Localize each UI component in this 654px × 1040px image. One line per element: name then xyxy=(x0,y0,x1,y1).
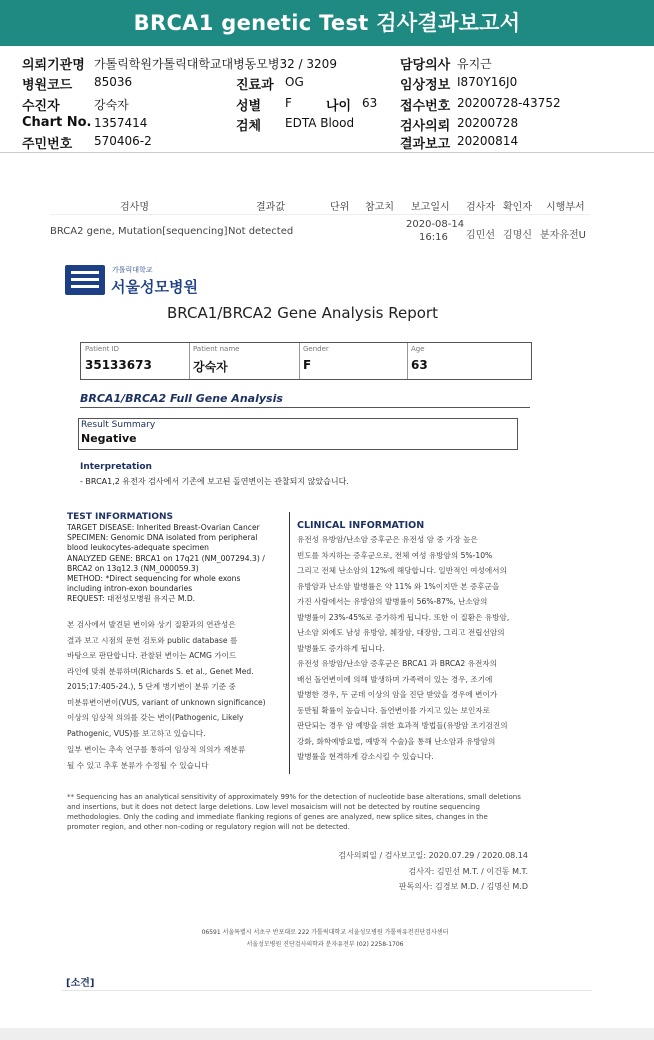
patient-name-value: 강숙자 xyxy=(193,360,228,374)
sign-testers: 검사자: 김민선 M.T. / 이건동 M.T. xyxy=(408,867,528,876)
section-title: BRCA1/BRCA2 Full Gene Analysis xyxy=(80,392,283,405)
col-tester: 검사자 xyxy=(466,202,495,213)
patient-value: 강숙자 xyxy=(94,98,129,112)
report-title: BRCA1/BRCA2 Gene Analysis Report xyxy=(167,304,438,322)
cell-confirmer: 김명신 xyxy=(503,230,532,241)
patient-name-label: Patient name xyxy=(193,345,240,353)
age-label: 나이 xyxy=(326,99,352,114)
patient-id-cell xyxy=(81,343,190,379)
test-info-line: ANALYZED GENE: BRCA1 on 17q21 (NM_007294.3) / xyxy=(67,553,265,563)
variant-paragraph xyxy=(67,617,285,741)
report-date-label: 결과보고 xyxy=(400,137,451,152)
hospital-address: 06591 서울특별시 서초구 반포대로 222 가톨릭대학교 서울성모병원 가톨릭유전진단검사센터 xyxy=(201,929,449,936)
col-test-name: 검사명 xyxy=(120,202,149,213)
section-rule xyxy=(80,407,530,408)
clinical-label: 임상정보 xyxy=(400,78,451,93)
col-reference: 참고치 xyxy=(365,202,394,213)
dept-label: 진료과 xyxy=(236,78,274,93)
paragraph-line: 바탕으로 판단합니다. 관찰된 변이는 ACMG 가이드 xyxy=(67,651,237,660)
test-info-title: TEST INFORMATIONS xyxy=(67,512,174,522)
patient-gender-label: Gender xyxy=(303,345,329,353)
patient-name-cell xyxy=(189,343,300,379)
patient-id-label: Patient ID xyxy=(85,345,120,353)
doctor-label: 담당의사 xyxy=(400,58,451,73)
receipt-value: 20200728-43752 xyxy=(457,96,561,110)
sex-value: F xyxy=(285,96,292,110)
clinical-line: 가진 사람에서는 유방암의 발병률이 56%-87%, 난소암의 xyxy=(297,597,488,606)
col-confirmer: 확인자 xyxy=(503,202,532,213)
paragraph-line: Pathogenic, VUS)를 보고하고 있습니다. xyxy=(67,728,206,738)
clinical-info-title: CLINICAL INFORMATION xyxy=(297,520,425,531)
chart-label: Chart No. xyxy=(22,115,92,130)
patient-info-box xyxy=(80,342,532,380)
request-label: 검사의뢰 xyxy=(400,119,451,134)
receipt-label: 접수번호 xyxy=(400,99,451,114)
hospital-code-value: 85036 xyxy=(94,75,133,89)
table-header-divider xyxy=(50,214,590,215)
institution-label: 의뢰기관명 xyxy=(22,58,85,73)
chart-value: 1357414 xyxy=(94,116,148,130)
cell-test-name: BRCA2 gene, Mutation[sequencing] xyxy=(50,226,228,237)
specimen-value: EDTA Blood xyxy=(285,116,355,130)
sign-doctors: 판독의사: 김경보 M.D. / 김명신 M.D xyxy=(398,882,528,891)
patient-age-value: 63 xyxy=(411,358,428,372)
paragraph-line: 될 수 있고 추후 분류가 수정될 수 있습니다 xyxy=(67,760,209,770)
test-info-line: SPECIMEN: Genomic DNA isolated from peripheral xyxy=(67,533,258,543)
clinical-value: I870Y16J0 xyxy=(457,75,518,89)
paragraph-line: 라인에 맞춰 분류하며(Richards S. et al., Genet Med. xyxy=(67,666,254,676)
header-divider xyxy=(0,152,654,153)
patient-label: 수진자 xyxy=(22,99,60,114)
patient-age-cell xyxy=(407,343,530,379)
interpretation-text: - BRCA1,2 유전자 검사에서 기존에 보고된 돌연변이는 관찰되지 않았습니다. xyxy=(80,477,349,486)
institution-value: 가톨릭학원가톨릭대학교대병동모병32 / 3209 xyxy=(94,57,337,71)
footnote-line: ** Sequencing has an analytical sensitivity of approximately 99% for the detection of nucleotide base alterations, small deletions xyxy=(67,793,521,801)
hospital-code-label: 병원코드 xyxy=(22,78,73,93)
reclassification-paragraph xyxy=(67,742,285,773)
footnote-line: methodologies. Only the coding and immediate flanking regions of genes are analyzed, new splice sites, changes in the xyxy=(67,813,488,821)
result-summary-label: Result Summary xyxy=(81,420,156,430)
col-report-date: 보고일시 xyxy=(411,202,450,213)
clinical-line: 발병한 경우, 두 군데 이상의 암을 진단 받았을 경우에 변이가 xyxy=(297,690,498,699)
age-value: 63 xyxy=(362,96,378,110)
cell-dept: 분자유전U xyxy=(540,230,586,241)
interpretation-label: Interpretation xyxy=(80,462,152,472)
sensitivity-footnote xyxy=(67,792,537,832)
patient-id-value: 35133673 xyxy=(85,358,152,372)
cell-result: Not detected xyxy=(228,226,294,237)
opinion-divider xyxy=(62,990,592,991)
paragraph-line: 미분류변이변이(VUS, variant of unknown significance) xyxy=(67,697,266,707)
test-info-line: REQUEST: 대전성모병원 유지근 M.D. xyxy=(67,594,196,604)
clinical-line: 판단되는 경우 암 예방을 위한 효과적 방법들(유방암 조기검진의 xyxy=(297,721,508,730)
test-info-list xyxy=(67,523,285,605)
clinical-line: 배선 돌연변이에 의해 발생하며 가족력이 있는 경우, 조기에 xyxy=(297,674,493,684)
clinical-line: 동반될 확률이 높습니다. 돌연변이를 가지고 있는 보인자로 xyxy=(297,705,490,715)
clinical-line: 난소암 외에도 남성 유방암, 췌장암, 대장암, 그리고 전립선암의 xyxy=(297,628,505,637)
result-summary-box xyxy=(78,418,518,450)
sex-label: 성별 xyxy=(236,99,262,114)
result-summary-value: Negative xyxy=(81,432,137,445)
clinical-line: 유전성 유방암/난소암 증후군은 BRCA1 과 BRCA2 유전자의 xyxy=(297,659,497,668)
paragraph-line: 이상의 임상적 의의를 갖는 변이(Pathogenic, Likely xyxy=(67,713,244,722)
clinical-line: 발병률도 증가하게 됩니다. xyxy=(297,643,385,653)
dept-value: OG xyxy=(285,75,304,89)
logo-large-text: 서울성모병원 xyxy=(111,278,198,296)
request-value: 20200728 xyxy=(457,116,519,130)
department-contact: 서울성모병원 진단검사의학과 분자유전부 (02) 2258-1706 xyxy=(246,941,404,948)
test-info-line: BRCA2 on 13q12.3 (NM_000059.3) xyxy=(67,563,199,573)
clinical-line: 발병률이 23%-45%로 증가하게 됩니다. 또한 이 질환은 유방암, xyxy=(297,612,510,622)
cell-date: 2020-08-14 xyxy=(406,219,465,230)
patient-age-label: Age xyxy=(411,345,425,353)
test-info-line: TARGET DISEASE: Inherited Breast-Ovarian Cancer xyxy=(67,523,260,532)
col-result: 결과값 xyxy=(256,202,285,213)
clinical-line: 유방암과 난소암 발병률은 약 11% 와 1%이지만 본 증후군을 xyxy=(297,581,500,591)
page-bottom-strip xyxy=(0,1028,654,1040)
report-title-bar: BRCA1 genetic Test 검사결과보고서 xyxy=(0,0,654,46)
col-dept: 시행부서 xyxy=(546,202,585,213)
cell-tester: 김민선 xyxy=(466,230,495,241)
footnote-line: promoter region, and other non-coding or regulatory region will not be detected. xyxy=(67,823,350,831)
id-value: 570406-2 xyxy=(94,134,152,148)
logo-small-text: 가톨릭대학교 xyxy=(112,266,153,274)
clinical-info-text xyxy=(297,532,529,765)
clinical-line: 강화, 화학예방요법, 예방적 수술)을 통해 난소암과 유방암의 xyxy=(297,736,496,746)
paragraph-line: 2015;17:405-24.), 5 단계 병기변이 분류 기준 중 xyxy=(67,682,236,691)
cell-time: 16:16 xyxy=(419,232,448,243)
paragraph-line: 본 검사에서 발견된 변이와 상기 질환과의 연관성은 xyxy=(67,620,236,629)
clinical-line: 빈도를 차지하는 증후군으로, 전체 여성 유방암의 5%-10% xyxy=(297,550,493,560)
column-divider xyxy=(289,512,290,774)
test-info-line: including intron-exon boundaries xyxy=(67,584,193,594)
test-info-line: METHOD: *Direct sequencing for whole exons xyxy=(67,574,241,584)
patient-gender-cell xyxy=(299,343,408,379)
specimen-label: 검체 xyxy=(236,119,262,134)
hospital-logo-icon xyxy=(65,265,105,295)
opinion-label: [소견] xyxy=(66,978,95,989)
footnote-line: and insertions, but it does not detect large deletions. Low level mosaicism will not be detected by routine sequencing xyxy=(67,803,480,811)
doctor-value: 유지근 xyxy=(457,57,492,71)
clinical-line: 그리고 전체 난소암의 12%에 해당합니다. 일반적인 여성에서의 xyxy=(297,566,507,575)
sign-dates: 검사의뢰일 / 검사보고일: 2020.07.29 / 2020.08.14 xyxy=(338,851,528,860)
clinical-line: 발병률을 현격하게 감소시킬 수 있습니다. xyxy=(297,752,434,761)
clinical-line: 유전성 유방암/난소암 증후군은 유전성 암 중 가장 높은 xyxy=(297,535,478,544)
col-unit: 단위 xyxy=(330,202,350,213)
paragraph-line: 결과 보고 시점의 문헌 검토와 public database 를 xyxy=(67,635,238,645)
test-info-line: blood leukocytes-adequate specimen xyxy=(67,543,209,553)
report-date-value: 20200814 xyxy=(457,134,519,148)
patient-gender-value: F xyxy=(303,358,312,372)
id-label: 주민번호 xyxy=(22,137,73,152)
paragraph-line: 일부 변이는 추속 연구를 통하여 임상적 의의가 재분류 xyxy=(67,745,246,754)
